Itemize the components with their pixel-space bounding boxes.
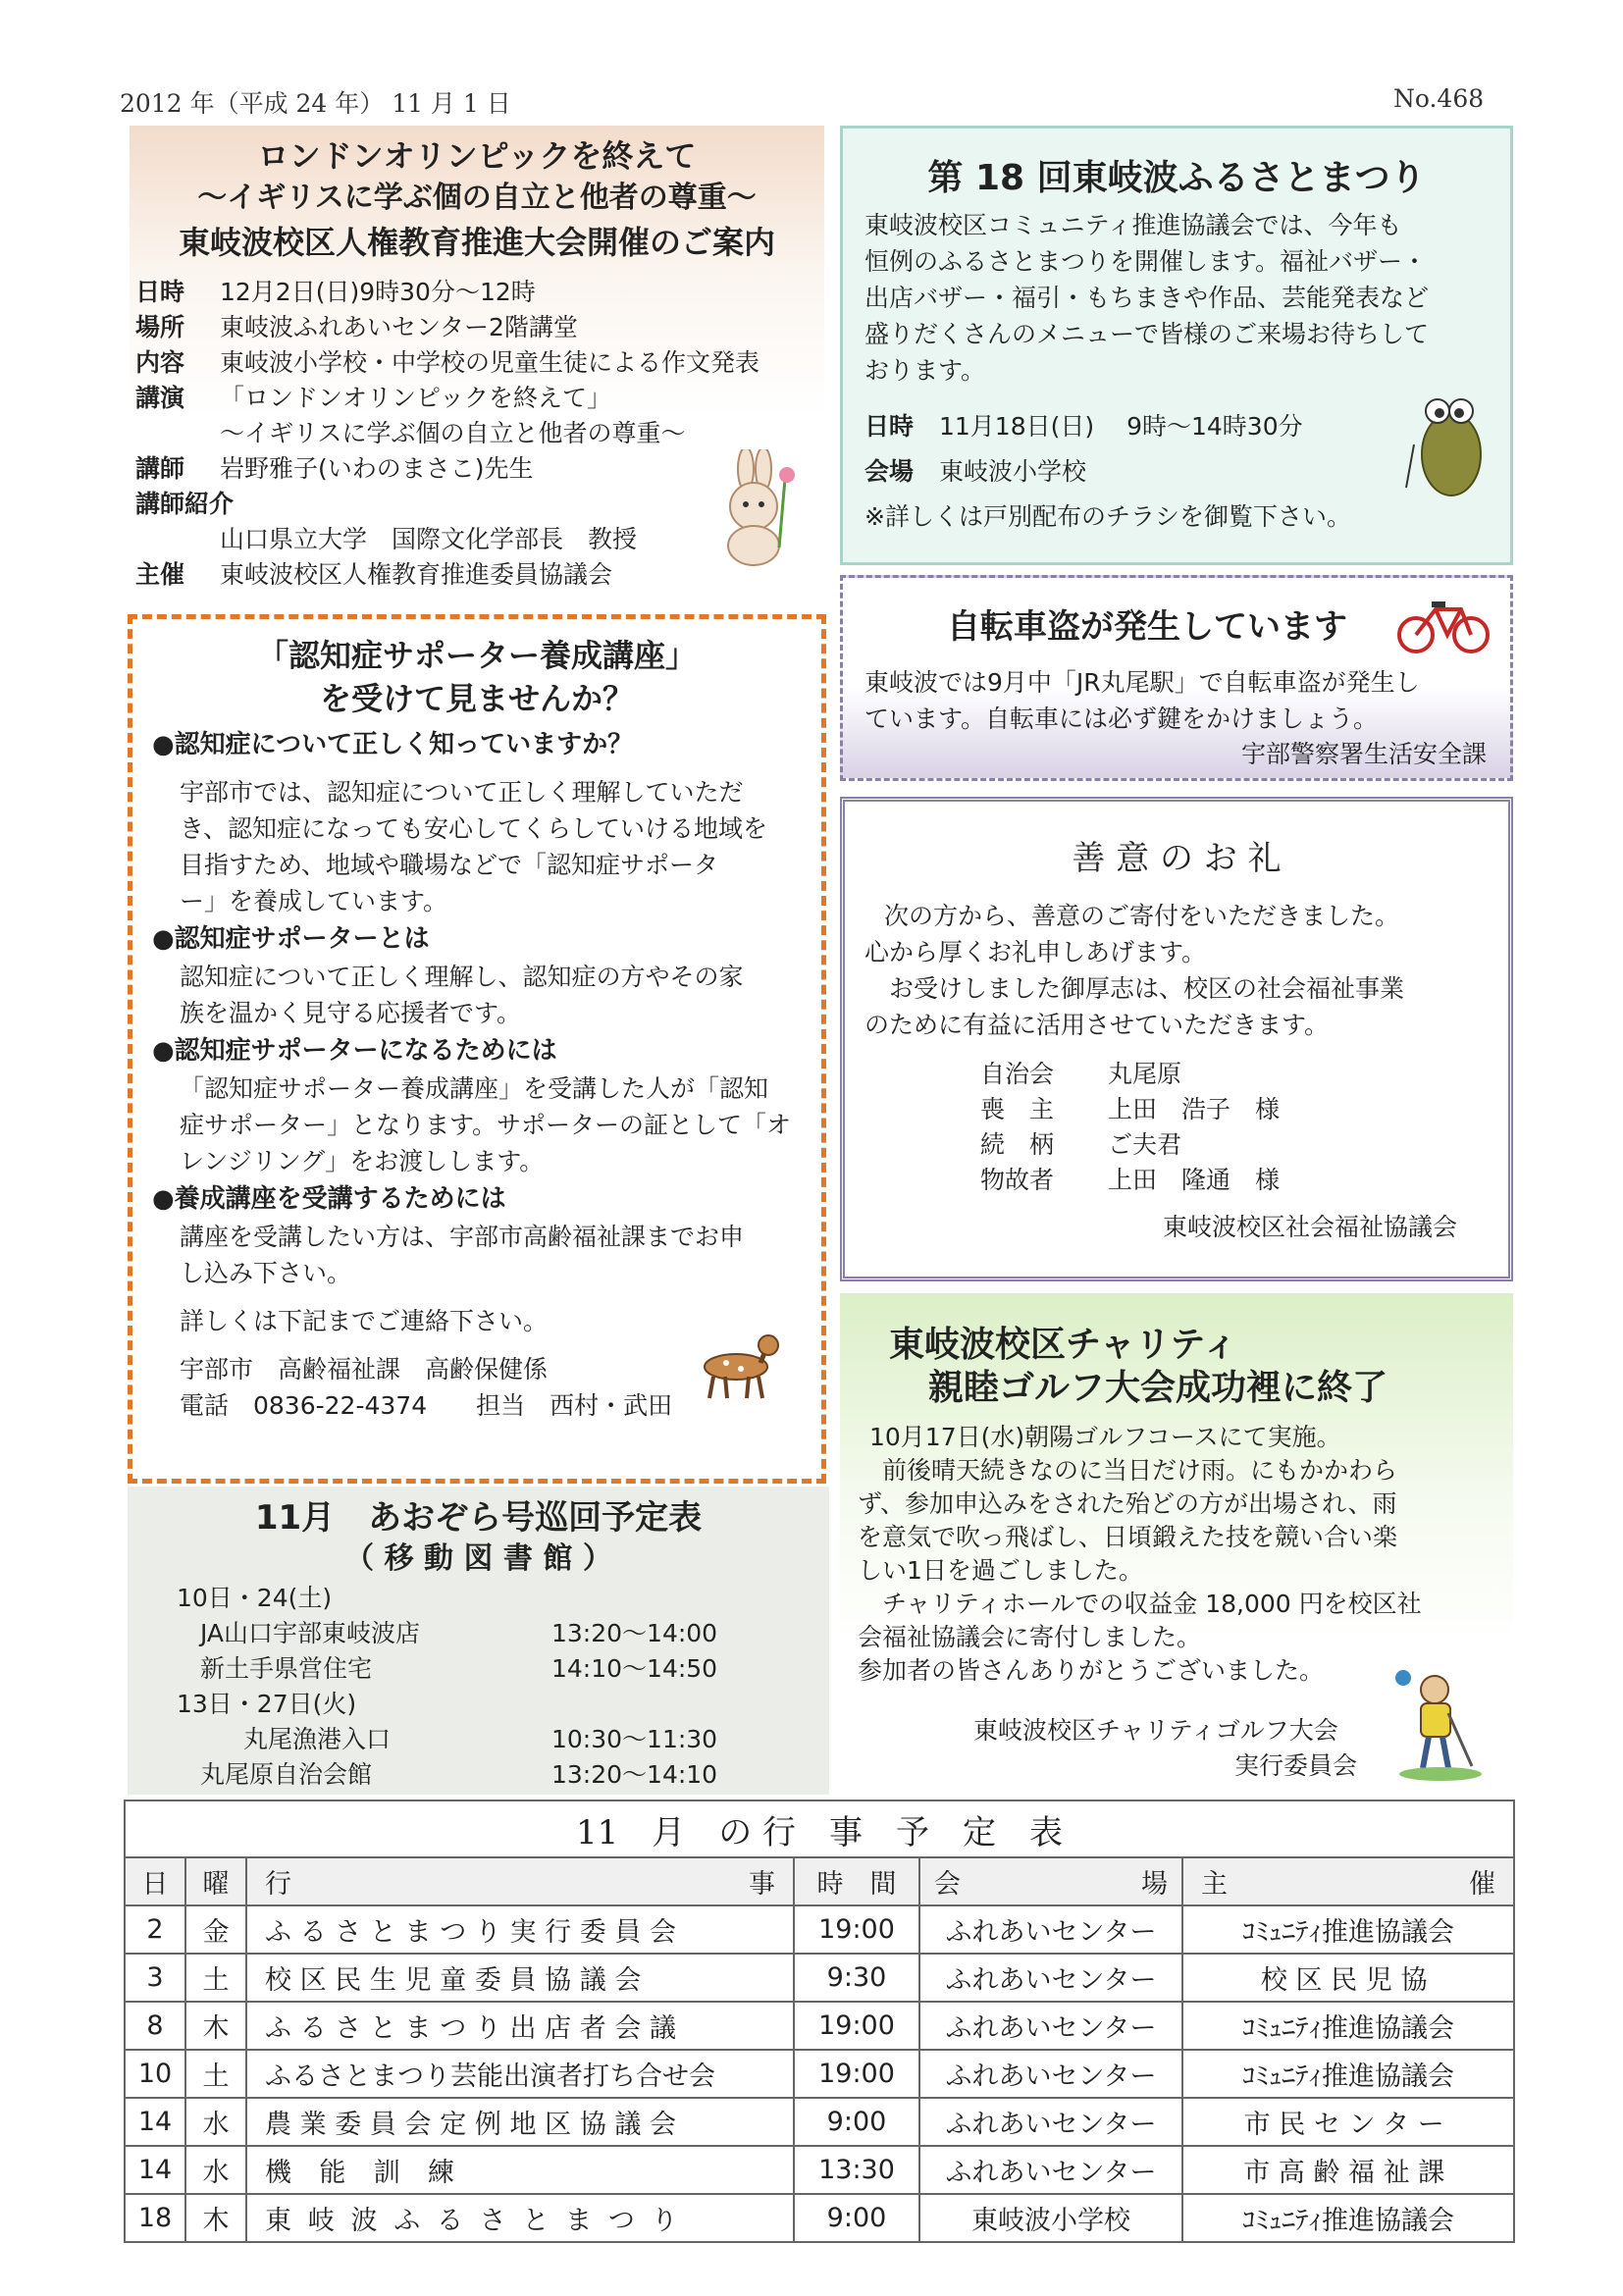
- ninchi-para: 宇部市では、認知症について正しく理解していただ き、認知症になっても安心してくらしていける地域を 目指すため、地域や職場などで「認知症サポータ ー」を養成しています。: [180, 778, 768, 915]
- rabbit-illustration: [707, 449, 805, 567]
- schedule-row: 18 木 東岐波ふるさとまつり 9:00 東岐波小学校 ｺﾐｭﾆﾃｨ推進協議会: [125, 2194, 1514, 2242]
- header-day: 日: [125, 1857, 185, 1905]
- header-host: 主 催: [1182, 1857, 1514, 1905]
- aozora-title-2: （ 移 動 図 書 館 ）: [344, 1541, 612, 1576]
- zenni-sign: 東岐波校区社会福祉協議会: [1162, 1213, 1457, 1241]
- jinken-rows: [135, 275, 759, 593]
- jinken-row: 講師 岩野雅子(いわのまさこ)先生: [135, 454, 534, 483]
- schedule-row: 2 金 ふるさとまつり実行委員会 19:00 ふれあいセンター ｺﾐｭﾆﾃｨ推進協議会: [125, 1905, 1514, 1954]
- matsuri-title: 第 18 回東岐波ふるさとまつり: [927, 158, 1426, 198]
- ninchi-bullet: ●養成講座を受講するためには: [152, 1184, 506, 1214]
- jinken-title-2: ～イギリスに学ぶ個の自立と他者の尊重～: [197, 181, 757, 215]
- golfer-illustration: [1391, 1668, 1490, 1784]
- golf-title-2: 親睦ゴルフ大会成功裡に終了: [928, 1368, 1388, 1408]
- ninchi-body: [152, 725, 819, 1424]
- schedule-row: 8 木 ふるさとまつり出店者会議 19:00 ふれあいセンター ｺﾐｭﾆﾃｨ推進協議会: [125, 2002, 1514, 2050]
- ninchi-box: [128, 614, 826, 1484]
- schedule-row: 3 土 校区民生児童委員協議会 9:30 ふれあいセンター 校区民児協: [125, 1954, 1514, 2002]
- aozora-row: 丸尾原自治会館 13:20～14:10: [200, 1760, 718, 1789]
- ninchi-title-2: を受けて見ませんか？: [319, 680, 634, 717]
- ninchi-bullet: ●認知症サポーターとは: [152, 924, 430, 954]
- header-time: 時 間: [794, 1857, 919, 1905]
- matsuri-date: 日時 11月18日(日) 9時～14時30分: [864, 412, 1303, 441]
- bike-sign: 宇部警察署生活安全課: [1240, 740, 1487, 768]
- issue-number: No.468: [1393, 84, 1485, 113]
- matsuri-note: ※詳しくは戸別配布のチラシを御覧下さい。: [864, 502, 1351, 531]
- bike-box: [840, 575, 1513, 781]
- header-event: 行 事: [246, 1857, 794, 1905]
- ninchi-para: 講座を受講したい方は、宇部市高齢福祉課までお申 し込み下さい。 詳しくは下記までご連絡下さい。 宇部市 高齢福祉課 高齢保健係 電話 0836-22-4374 担当 西村・武田: [180, 1223, 745, 1420]
- jinken-intro-label: 講師紹介: [135, 490, 235, 518]
- aozora-row: JA山口宇部東岐波店 13:20～14:00: [200, 1619, 718, 1647]
- golf-sign-1: 東岐波校区チャリティゴルフ大会: [973, 1716, 1338, 1745]
- schedule-row: 14 水 農業委員会定例地区協議会 9:00 ふれあいセンター 市民センター: [125, 2098, 1514, 2146]
- schedule-section: [124, 1800, 1515, 2243]
- golf-box: [840, 1293, 1513, 1794]
- donor-row: 喪 主 上田 浩子 様: [980, 1095, 1281, 1123]
- aozora-title-1: 11月 あおぞら号巡回予定表: [254, 1498, 703, 1538]
- jinken-row: 内容 東岐波小学校・中学校の児童生徒による作文発表: [135, 348, 760, 377]
- schedule-row: 10 土 ふるさとまつり芸能出演者打ち合せ会 19:00 ふれあいセンター ｺﾐｭﾆﾃｨ推進協議会: [125, 2050, 1514, 2098]
- ninchi-bullet: ●認知症サポーターになるためには: [152, 1036, 557, 1066]
- jinken-row: 日時 12月2日(日)9時30分～12時: [135, 278, 536, 306]
- ninchi-title-1: 「認知症サポーター養成講座」: [256, 637, 697, 674]
- bike-title: 自転車盗が発生しています: [947, 607, 1347, 647]
- aozora-row: 新土手県営住宅 14:10～14:50: [200, 1654, 718, 1683]
- golf-sign-2: 実行委員会: [1234, 1751, 1358, 1780]
- jinken-row: 場所 東岐波ふれあいセンター2階講堂: [135, 313, 578, 341]
- schedule-title: 11 月 の 行 事 予 定 表: [125, 1800, 1514, 1857]
- jinken-box: [130, 126, 824, 608]
- ninchi-para: 認知症について正しく理解し、認知症の方やその家 族を温かく見守る応援者です。: [180, 963, 744, 1027]
- donor-row: 続 柄 ご夫君: [980, 1130, 1182, 1159]
- deer-illustration: [682, 1326, 790, 1404]
- golf-title-1: 東岐波校区チャリティ: [889, 1325, 1238, 1365]
- matsuri-body: 東岐波校区コミュニティ推進協議会では、今年も 恒例のふるさとまつりを開催します。福祉バザー・ 出店バザー・福引・もちまきや作品、芸能発表など 盛りだくさんのメニューで皆様のご来場お待ちして おります。: [864, 211, 1430, 385]
- zenni-body: 次の方から、善意のご寄付をいただきました。 心から厚くお礼申しあげます。 お受けしました御厚志は、校区の社会福祉事業 のために有益に活用させていただきます。: [864, 902, 1405, 1039]
- bicycle-icon: [1396, 594, 1491, 654]
- donor-row: 自治会 丸尾原: [980, 1060, 1182, 1088]
- ninchi-para: 「認知症サポーター養成講座」を受講した人が「認知 症サポーター」となります。サポーターの証として「オ レンジリング」をお渡しします。: [180, 1074, 792, 1175]
- header-dow: 曜: [185, 1857, 246, 1905]
- jinken-row: 講演 「ロンドンオリンピックを終えて」: [135, 384, 612, 412]
- jinken-row: ～イギリスに学ぶ個の自立と他者の尊重～: [220, 419, 686, 447]
- bagworm-illustration: [1400, 386, 1498, 503]
- matsuri-place: 会場 東岐波小学校: [864, 457, 1087, 486]
- issue-date: 2012 年（平成 24 年） 11 月 1 日: [120, 89, 511, 118]
- aozora-row: 13日・27日(火): [177, 1690, 357, 1718]
- jinken-intro-text: 山口県立大学 国際文化学部長 教授: [220, 525, 638, 553]
- header-venue: 会 場: [919, 1857, 1182, 1905]
- golf-body: 10月17日(水)朝陽ゴルフコースにて実施。 前後晴天続きなのに当日だけ雨。にもかかわら ず、参加申込みをされた殆どの方が出場され、雨 を意気で吹っ飛ばし、日頃鍛えた技を競い合い楽 しい1日を過ごしました。 チャリティホールでの収益金 18,000 円を校区社 会福祉協議会に寄付しました。 参加者の皆さんありがとうございました。: [858, 1423, 1422, 1685]
- jinken-title-1: ロンドンオリンピックを終えて: [257, 137, 697, 175]
- bike-body: 東岐波では9月中「JR丸尾駅」で自転車盗が発生し ています。自転車には必ず鍵をかけましょう。: [864, 668, 1420, 733]
- zenni-box: [840, 797, 1513, 1281]
- ninchi-bullet: ●認知症について正しく知っていますか？: [152, 730, 634, 759]
- jinken-sponsor: 主催 東岐波校区人権教育推進委員協議会: [135, 560, 613, 589]
- jinken-title-3: 東岐波校区人権教育推進大会開催のご案内: [178, 224, 775, 261]
- aozora-row: 10日・24(土): [177, 1584, 333, 1612]
- aozora-list: [128, 1581, 829, 1793]
- zenni-donors: [980, 1057, 1280, 1198]
- schedule-header-row: [125, 1857, 1514, 1905]
- matsuri-box: [840, 126, 1513, 565]
- aozora-box: [128, 1487, 829, 1795]
- schedule-table: [124, 1800, 1515, 2243]
- zenni-title: 善 意 の お 礼: [1072, 839, 1282, 878]
- schedule-row: 14 水 機能訓練 13:30 ふれあいセンター 市高齢福祉課: [125, 2146, 1514, 2194]
- donor-row: 物故者 上田 隆通 様: [980, 1166, 1281, 1194]
- aozora-row: 丸尾漁港入口 10:30～11:30: [243, 1725, 718, 1753]
